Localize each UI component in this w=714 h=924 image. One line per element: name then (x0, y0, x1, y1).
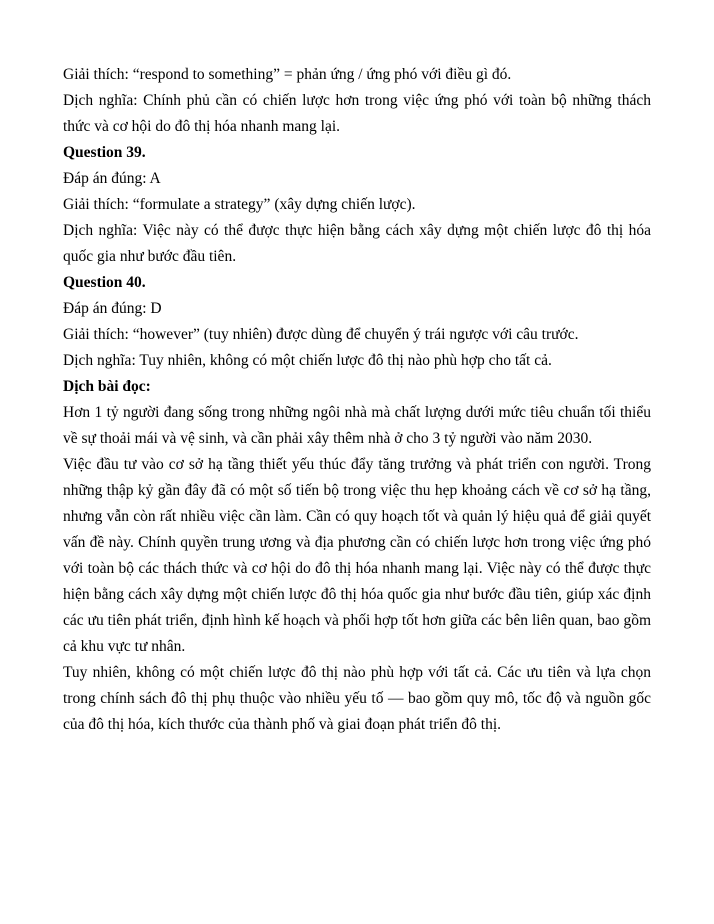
translation-line: Dịch nghĩa: Việc này có thể được thực hiện bằng cách xây dựng một chiến lược đô thị hóa quốc gia như bước đầu tiên. (63, 222, 651, 265)
translation-line: Dịch nghĩa: Tuy nhiên, không có một chiến lược đô thị nào phù hợp cho tất cả. (63, 352, 552, 369)
explanation-line: Giải thích: “respond to something” = phản ứng / ứng phó với điều gì đó. (63, 66, 512, 83)
translation-line: Dịch nghĩa: Chính phủ cần có chiến lược hơn trong việc ứng phó với toàn bộ những thách thức và cơ hội do đô thị hóa nhanh mang lại. (63, 92, 651, 135)
explanation-line: Giải thích: “however” (tuy nhiên) được dùng để chuyển ý trái ngược với câu trước. (63, 326, 579, 343)
question-40-heading: Question 40. (63, 274, 146, 291)
correct-answer-line: Đáp án đúng: D (63, 300, 162, 317)
reading-paragraph: Việc đầu tư vào cơ sở hạ tầng thiết yếu thúc đẩy tăng trưởng và phát triển con người. Trong những thập kỷ gần đây đã có một số tiến bộ trong việc thu hẹp khoảng cách về cơ sở hạ tầng, nhưng vẫn còn rất nhiều việc cần làm. Cần có quy hoạch tốt và quản lý hiệu quả để giải quyết vấn đề này. Chính quyền trung ương và địa phương cần có chiến lược hơn trong việc ứng phó với toàn bộ các thách thức và cơ hội do đô thị hóa nhanh mang lại. Việc này có thể được thực hiện bằng cách xây dựng một chiến lược đô thị hóa quốc gia như bước đầu tiên, giúp xác định các ưu tiên phát triển, định hình kế hoạch và phối hợp tốt hơn giữa các bên liên quan, bao gồm cả khu vực tư nhân. (63, 456, 651, 655)
explanation-line: Giải thích: “formulate a strategy” (xây dựng chiến lược). (63, 196, 416, 213)
reading-paragraph: Hơn 1 tỷ người đang sống trong những ngôi nhà mà chất lượng dưới mức tiêu chuẩn tối thiểu về sự thoải mái và vệ sinh, và cần phải xây thêm nhà ở cho 3 tỷ người vào năm 2030. (63, 404, 651, 447)
reading-paragraph: Tuy nhiên, không có một chiến lược đô thị nào phù hợp với tất cả. Các ưu tiên và lựa chọn trong chính sách đô thị phụ thuộc vào nhiều yếu tố — bao gồm quy mô, tốc độ và nguồn gốc của đô thị hóa, kích thước của thành phố và giai đoạn phát triển đô thị. (63, 664, 651, 733)
question-39-heading: Question 39. (63, 144, 146, 161)
reading-translation-heading: Dịch bài đọc: (63, 378, 151, 395)
correct-answer-line: Đáp án đúng: A (63, 170, 161, 187)
document-content (63, 62, 651, 738)
